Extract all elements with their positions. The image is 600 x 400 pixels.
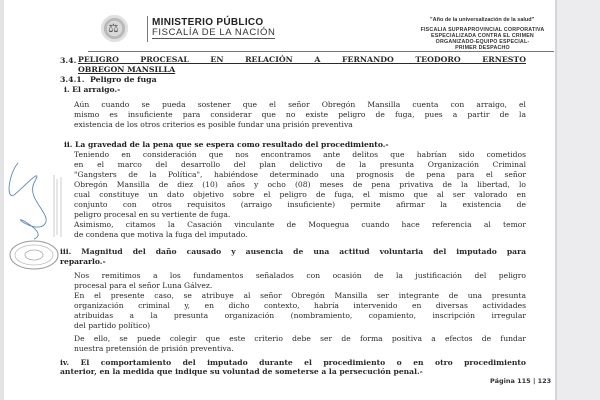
paragraph-line: procesal para el señor Luna Gálvez. — [74, 281, 213, 290]
item-heading-line1: iv. El comportamiento del imputado durante el procedimiento o en otro procedimiento — [60, 358, 526, 367]
institution-name: MINISTERIO PÚBLICO — [152, 17, 264, 28]
document-page — [4, 0, 555, 400]
header-motto: "Año de la universalización de la salud" — [430, 17, 535, 23]
page-edge — [555, 0, 557, 400]
paragraph-line: en el marco del desarrollo del plan delictivo de la presunta Organización Criminal — [74, 160, 526, 169]
item-heading: i. El arraigo.- — [64, 85, 121, 94]
office-line: ORGANIZADO-EQUIPO ESPECIAL- — [435, 39, 530, 45]
paragraph-line: En el presente caso, se atribuye al señor Obregón Mansilla ser integrante de una presunta — [74, 291, 526, 300]
paragraph-line: conjunto con otros requisitos (arraigo insuficiente) permite afirmar la existencia de — [74, 200, 526, 209]
section-number: 3.4. — [60, 56, 77, 65]
paragraph-line: de condena que motiva la fuga del imputado. — [74, 230, 248, 239]
paragraph-line: peligro procesal en su vertiente de fuga. — [74, 210, 231, 219]
paragraph-line: Asimismo, citamos la Casación vinculante de Moquegua cuando hace referencia al temor — [74, 220, 526, 229]
section-title-line1: PELIGRO PROCESAL EN RELACIÓN A FERNANDO TEODORO ERNESTO — [78, 55, 526, 64]
institution-subtitle: FISCALÍA DE LA NACIÓN — [152, 27, 276, 38]
paragraph-line: organización criminal y, en dicho contexto, habría intervenido en diversas actividades — [74, 301, 526, 310]
paragraph-line: Aún cuando se pueda sostener que el señor Obregón Mansilla cuenta con arraigo, el — [74, 100, 526, 109]
ministerio-seal-logo — [101, 15, 128, 42]
logo-divider — [147, 16, 148, 42]
item-heading-line2: anterior, en la medida que indique su voluntad de someterse a la persecución penal.- — [60, 367, 423, 376]
paragraph-line: existencia de los otros criterios es posible fundar una prisión preventiva — [74, 120, 353, 129]
office-name — [395, 27, 555, 51]
signature-stroke — [9, 163, 46, 239]
paragraph-line: Obregón Mansilla de diez (10) años y ocho (08) meses de pena privativa de la libertad, lo — [74, 180, 526, 189]
scales-of-justice-icon: ⚖ — [108, 21, 119, 35]
paragraph-line: cual constituye un dato objetivo sobre el peligro de fuga, el mismo que al ser valorado en — [74, 190, 526, 199]
paragraph-line: nuestra pretensión de prisión preventiva. — [74, 344, 234, 353]
signature-stamp — [4, 155, 64, 275]
paragraph-line: del partido político) — [74, 321, 151, 330]
section-title-line2: OBREGON MANSILLA — [78, 65, 176, 74]
subsection-number: 3.4.1. — [60, 75, 85, 84]
page-number: Página 115 | 123 — [490, 377, 552, 385]
subsection-title: Peligro de fuga — [90, 75, 157, 84]
paragraph-line: De ello, se puede colegir que este criterio debe ser de forma positiva a efectos de fundar — [74, 334, 526, 343]
right-gutter — [555, 0, 600, 400]
paragraph-line: mismo es insuficiente para considerar que no existe peligro de fuga, pues a partir de la — [74, 110, 526, 119]
item-heading-line1: iii. Magnitud del daño causado y ausencia de una actitud voluntaria del imputado para — [60, 247, 526, 256]
paragraph-line: "Gangsters de la Política", habiéndose determinado una prognosis de pena para el señor — [74, 170, 526, 179]
item-heading-line2: repararlo.- — [60, 257, 106, 266]
paragraph-line: Nos remitimos a los fundamentos señalados con ocasión de la justificación del peligro — [74, 271, 526, 280]
item-heading: ii. La gravedad de la pena que se espera como resultado del procedimiento.- — [64, 140, 389, 149]
header-divider — [88, 51, 554, 52]
paragraph-line: Teniendo en consideración que nos encontramos ante delitos que habrían sido cometidos — [74, 150, 526, 159]
office-line: PRIMER DESPACHO — [455, 45, 510, 51]
office-line: ESPECIALIZADA CONTRA EL CRIMEN — [431, 33, 534, 39]
office-line: FISCALIA SUPRAPROVINCIAL CORPORATIVA — [420, 27, 545, 33]
paragraph-line: atribuidas a la presunta organización (nombramiento, copamiento, inscripción irregular — [74, 311, 526, 320]
stamp-vertical-text — [54, 175, 61, 237]
